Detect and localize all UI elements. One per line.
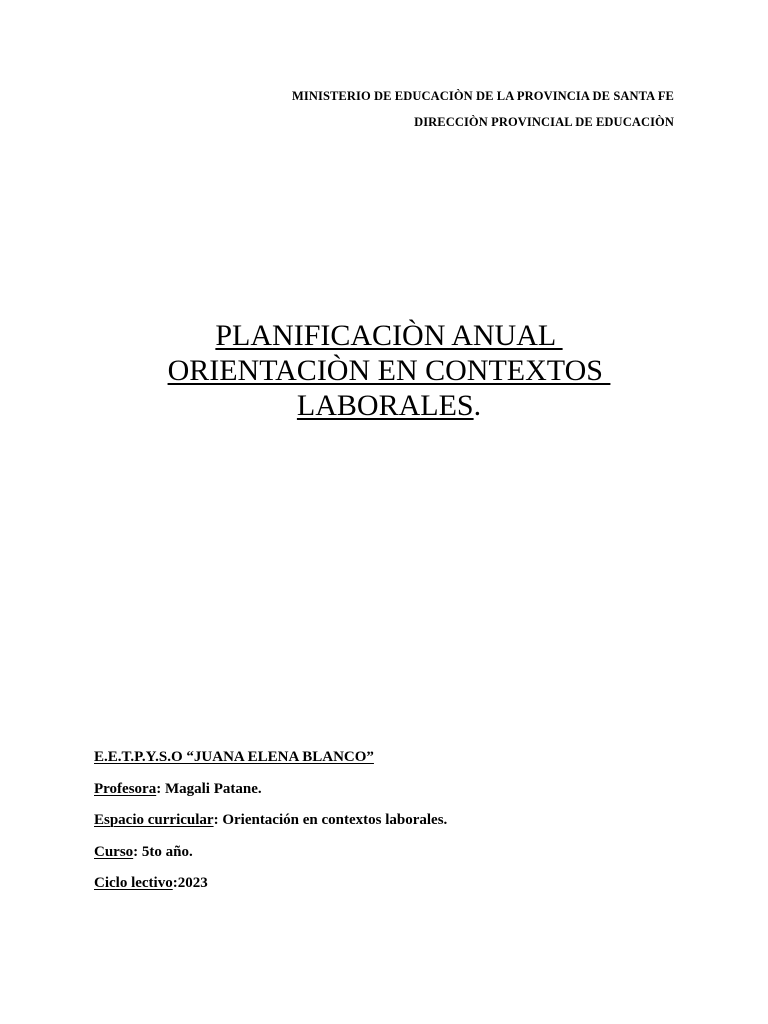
title-line-1-text: PLANIFICACIÒN ANUAL: [215, 319, 563, 352]
teacher-label: Profesora: [94, 780, 157, 797]
subject-line: [94, 811, 447, 829]
school-name: [94, 748, 447, 766]
title-line-1: [0, 318, 768, 353]
document-title: [0, 318, 768, 423]
title-line-2: [0, 353, 768, 388]
title-line-3: [0, 388, 768, 423]
ministry-header: MINISTERIO DE EDUCACIÒN DE LA PROVINCIA DE SANTA FE: [291, 89, 674, 103]
title-line-3-text: LABORALES: [296, 389, 474, 422]
course-label: Curso: [94, 843, 134, 860]
teacher-value: : Magali Patane.: [156, 780, 262, 797]
title-line-3-period: .: [473, 389, 482, 422]
course-value: : 5to año.: [133, 843, 193, 860]
year-line: [94, 874, 447, 892]
teacher-line: [94, 780, 447, 798]
subject-value: : Orientación en contextos laborales.: [213, 812, 448, 828]
year-label: Ciclo lectivo: [94, 875, 173, 891]
subject-label: Espacio curricular: [94, 812, 214, 828]
directorate-header: DIRECCIÒN PROVINCIAL DE EDUCACIÒN: [414, 115, 674, 129]
year-value: :2023: [172, 875, 208, 891]
course-line: [94, 843, 447, 861]
title-line-2-text: ORIENTACIÒN EN CONTEXTOS: [167, 354, 611, 387]
course-info: [94, 748, 447, 906]
school-name-text: E.E.T.P.Y.S.O “JUANA ELENA BLANCO”: [94, 749, 374, 765]
